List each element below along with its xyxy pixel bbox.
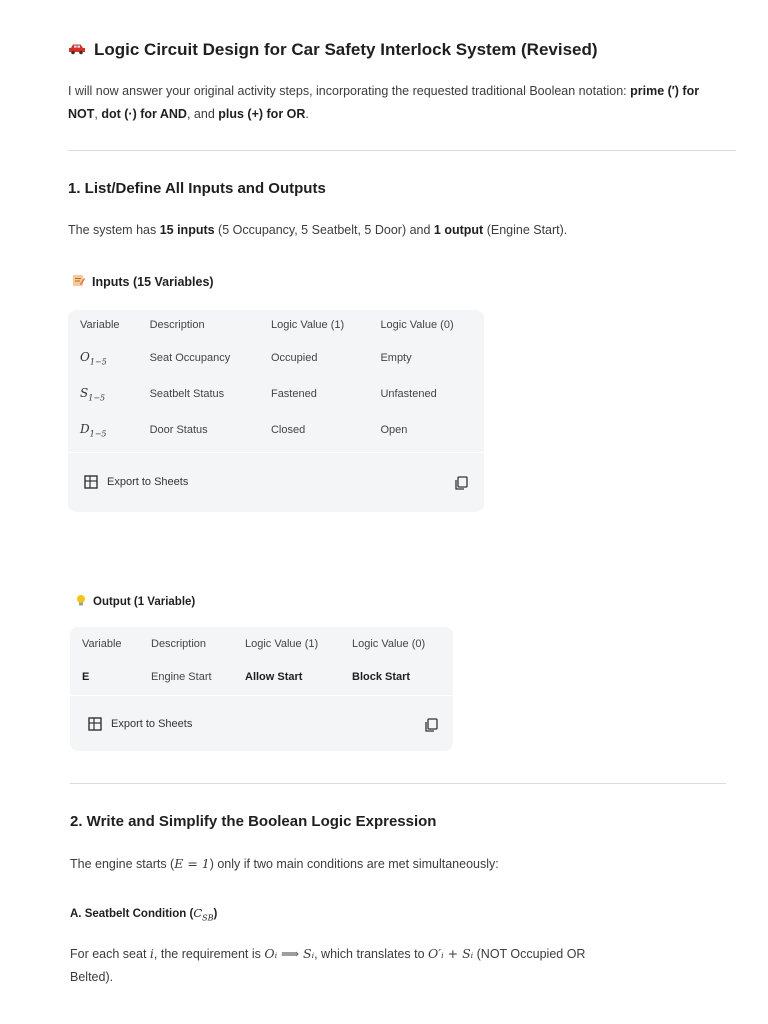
section1-paragraph: The system has 15 inputs (5 Occupancy, 5 Seatbelt, 5 Door) and 1 output (Engine Start). — [68, 223, 568, 237]
table-row — [82, 659, 452, 695]
lightbulb-icon — [76, 594, 86, 610]
inputs-table-card — [68, 310, 484, 512]
section1-heading: 1. List/Define All Inputs and Outputs — [68, 180, 326, 197]
seatbelt-condition-heading: A. Seatbelt Condition $(C_{SB})$ — [70, 906, 218, 923]
column-header: Variable — [82, 638, 122, 650]
table-cell: Block Start — [352, 671, 411, 683]
table-cell: Occupied — [270, 352, 318, 364]
column-header: Logic Value (0) — [380, 319, 454, 331]
copy-icon[interactable] — [424, 718, 438, 732]
table-cell: Empty — [380, 352, 412, 364]
variable-cell: $S_{1-5}$ — [80, 385, 106, 403]
car-icon — [68, 40, 86, 60]
divider — [68, 150, 736, 151]
column-header: Logic Value (1) — [245, 638, 319, 650]
table-cell: Engine Start — [151, 671, 212, 683]
intro-paragraph: I will now answer your original activity steps, incorporating the requested traditional Boolean notation: prime (′) for NOT, dot (·) for AND, and plus (+) for OR. — [68, 84, 700, 121]
table-header-row — [82, 629, 452, 659]
inputs-heading: Inputs (15 Variables) — [72, 274, 214, 290]
table-cell: Fastened — [270, 388, 317, 400]
copy-icon[interactable] — [454, 476, 468, 490]
variable-cell: $D_{1-5}$ — [80, 421, 107, 439]
memo-icon — [72, 274, 85, 290]
table-cell: Seatbelt Status — [149, 388, 225, 400]
divider — [70, 695, 453, 696]
table-cell: Seat Occupancy — [149, 352, 231, 364]
inputs-table — [80, 310, 484, 448]
table-row — [80, 412, 484, 448]
column-header: Description — [149, 319, 205, 331]
divider — [70, 783, 726, 784]
section2-paragraph: The engine starts (E = 1) only if two main conditions are met simultaneously: — [70, 856, 499, 871]
output-table — [82, 629, 452, 695]
variable-cell: $O_{1-5}$ — [80, 349, 107, 367]
column-header: Logic Value (1) — [270, 319, 345, 331]
divider — [68, 452, 484, 453]
export-to-sheets-button[interactable]: Export to Sheets — [88, 717, 192, 731]
column-header: Description — [151, 638, 207, 650]
table-row — [80, 340, 484, 376]
output-heading: Output (1 Variable) — [76, 594, 195, 610]
table-cell: Unfastened — [380, 388, 437, 400]
table-cell: Door Status — [149, 424, 208, 436]
export-to-sheets-button[interactable]: Export to Sheets — [84, 475, 188, 489]
column-header: Logic Value (0) — [352, 638, 426, 650]
table-grid-icon — [88, 717, 102, 731]
output-table-card — [70, 627, 453, 751]
table-cell: Allow Start — [245, 671, 303, 683]
page-title: Logic Circuit Design for Car Safety Interlock System (Revised) — [68, 40, 598, 60]
column-header: Variable — [80, 319, 120, 331]
table-grid-icon — [84, 475, 98, 489]
seatbelt-condition-paragraph: For each seat i, the requirement is Oᵢ ⟹ Sᵢ, which translates to O′ᵢ + Sᵢ (NOT Occupied OR Belted). — [70, 946, 586, 984]
table-cell: Closed — [270, 424, 306, 436]
variable-cell: E — [82, 671, 90, 683]
table-header-row — [80, 310, 484, 340]
section2-heading: 2. Write and Simplify the Boolean Logic Expression — [70, 813, 437, 830]
table-row — [80, 376, 484, 412]
table-cell: Open — [380, 424, 408, 436]
